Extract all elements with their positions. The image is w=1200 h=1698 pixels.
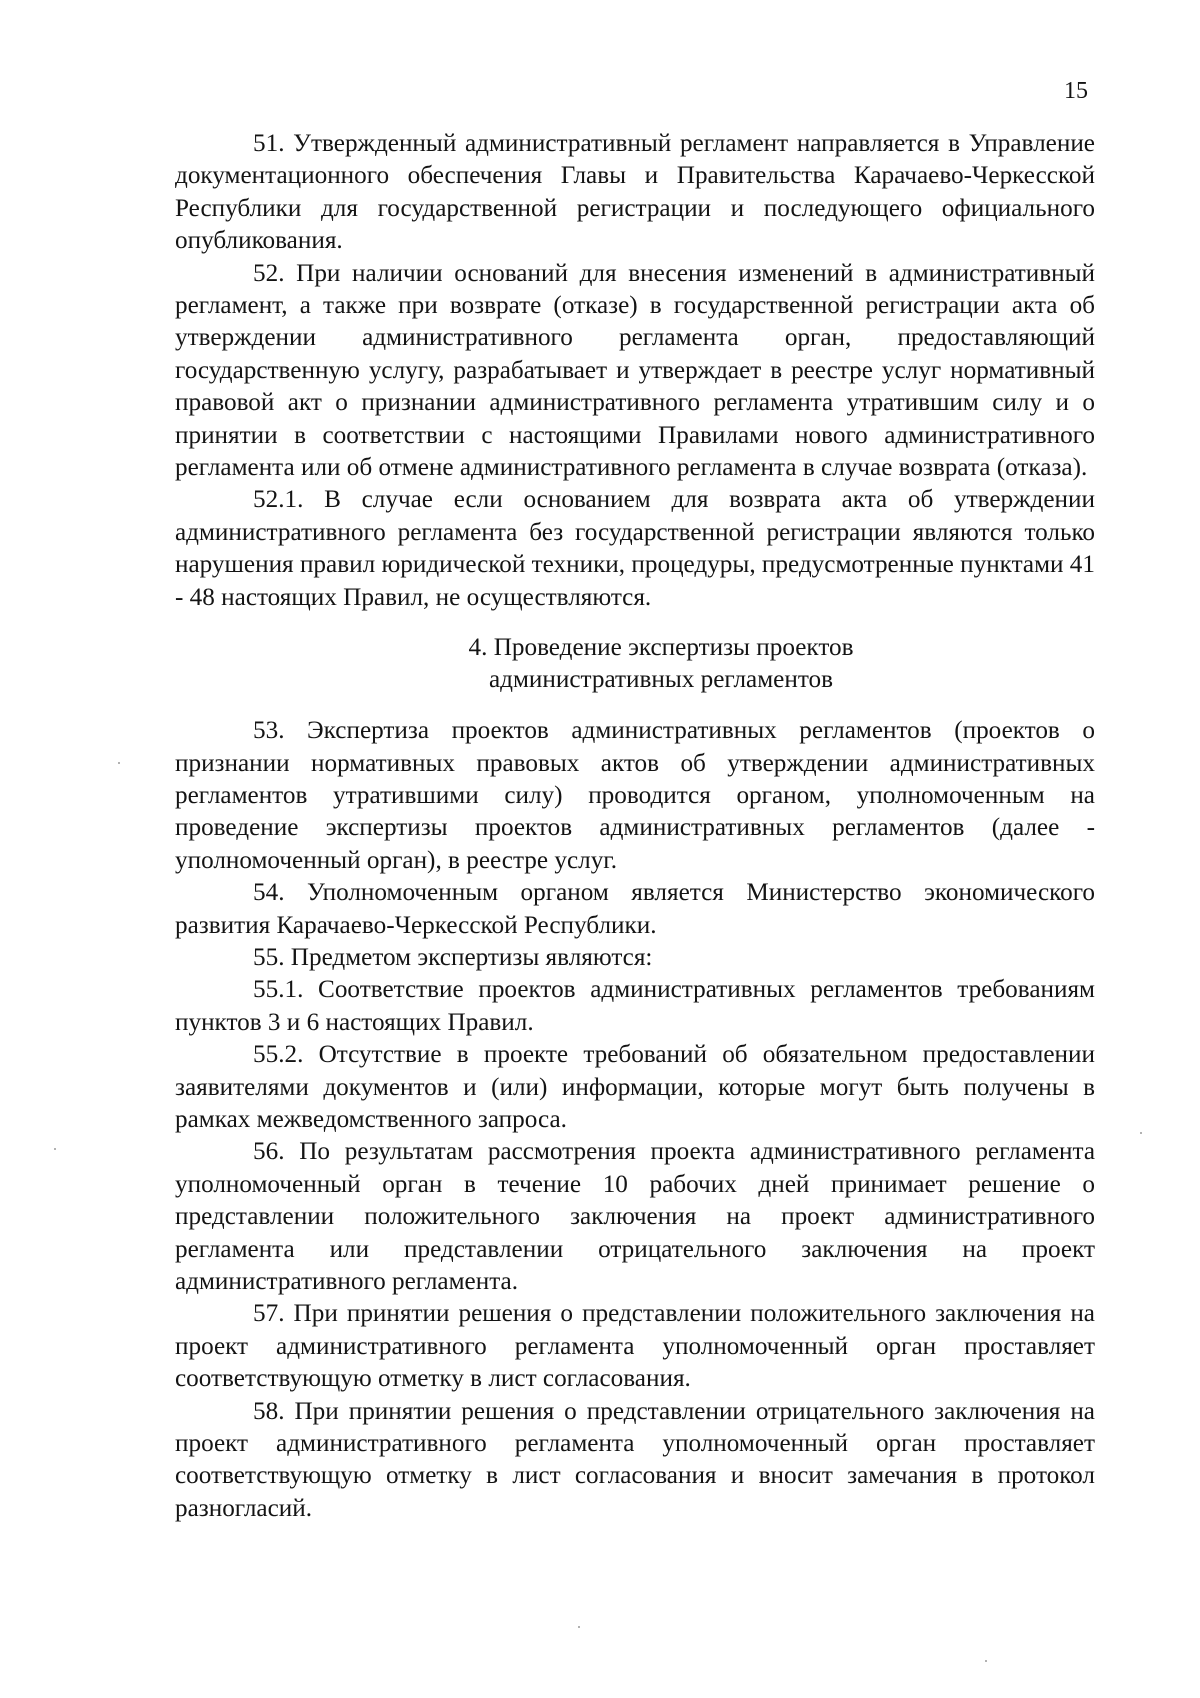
section-heading-line-1: 4. Проведение экспертизы проектов: [468, 634, 854, 662]
paragraph-53: 53. Экспертиза проектов административных регламентов (проектов о признании нормативных правовых актов об утверждении административных регламентов утратившими силу) проводится органом, уполномоченным на проведение экспертизы проектов административных регламентов (далее - уполномоченный орган), в реестре услуг.: [175, 717, 1095, 874]
scan-speck: [54, 1148, 56, 1150]
paragraph-58: 58. При принятии решения о представлении отрицательного заключения на проект административного регламента уполномоченный орган проставляет соответствующую отметку в лист согласования и вносит замечания в протокол разногласий.: [175, 1397, 1095, 1522]
scan-speck: [578, 1626, 580, 1628]
section-heading: [175, 632, 1095, 696]
paragraph-52-1: 52.1. В случае если основанием для возврата акта об утверждении административного регламента без государственной регистрации являются только нарушения правил юридической техники, процедуры, предусмотренные пунктами 41 - 48 настоящих Правил, не осуществляются.: [175, 486, 1095, 611]
scan-speck: [118, 762, 120, 764]
paragraph-55: 55. Предметом экспертизы являются:: [253, 943, 653, 971]
scan-speck: [1140, 1132, 1142, 1134]
paragraph-55-1: 55.1. Соответствие проектов административных регламентов требованиям пунктов 3 и 6 настоящих Правил.: [175, 976, 1095, 1036]
paragraph-56: 56. По результатам рассмотрения проекта административного регламента уполномоченный орган в течение 10 рабочих дней принимает решение о представлении положительного заключения на проект административного регламента или представлении отрицательного заключения на проект административного регламента.: [175, 1138, 1095, 1295]
paragraph-55-2: 55.2. Отсутствие в проекте требований об обязательном предоставлении заявителями документов и (или) информации, которые могут быть получены в рамках межведомственного запроса.: [175, 1041, 1095, 1133]
paragraph-57: 57. При принятии решения о представлении положительного заключения на проект административного регламента уполномоченный орган проставляет соответствующую отметку в лист согласования.: [175, 1300, 1095, 1393]
page-number: 15: [1064, 78, 1088, 104]
paragraph-51: 51. Утвержденный административный регламент направляется в Управление документационного обеспечения Главы и Правительства Карачаево-Черкесской Республики для государственной регистрации и последующего официального опубликования.: [175, 130, 1095, 255]
section-heading-line-2: административных регламентов: [489, 666, 833, 694]
document-body: [175, 128, 1095, 1525]
scan-speck: [985, 1660, 987, 1662]
paragraph-52: 52. При наличии оснований для внесения изменений в административный регламент, а также при возврате (отказе) в государственной регистрации акта об утверждении административного регламента орган, предоставляющий государственную услугу, разрабатывает и утверждает в реестре услуг нормативный правовой акт о признании административного регламента утратившим силу и о принятии в соответствии с настоящими Правилами нового административного регламента или об отмене административного регламента в случае возврата (отказа).: [175, 259, 1095, 482]
paragraph-54: 54. Уполномоченным органом является Министерство экономического развития Карачаево-Черкесской Республики.: [175, 879, 1095, 939]
